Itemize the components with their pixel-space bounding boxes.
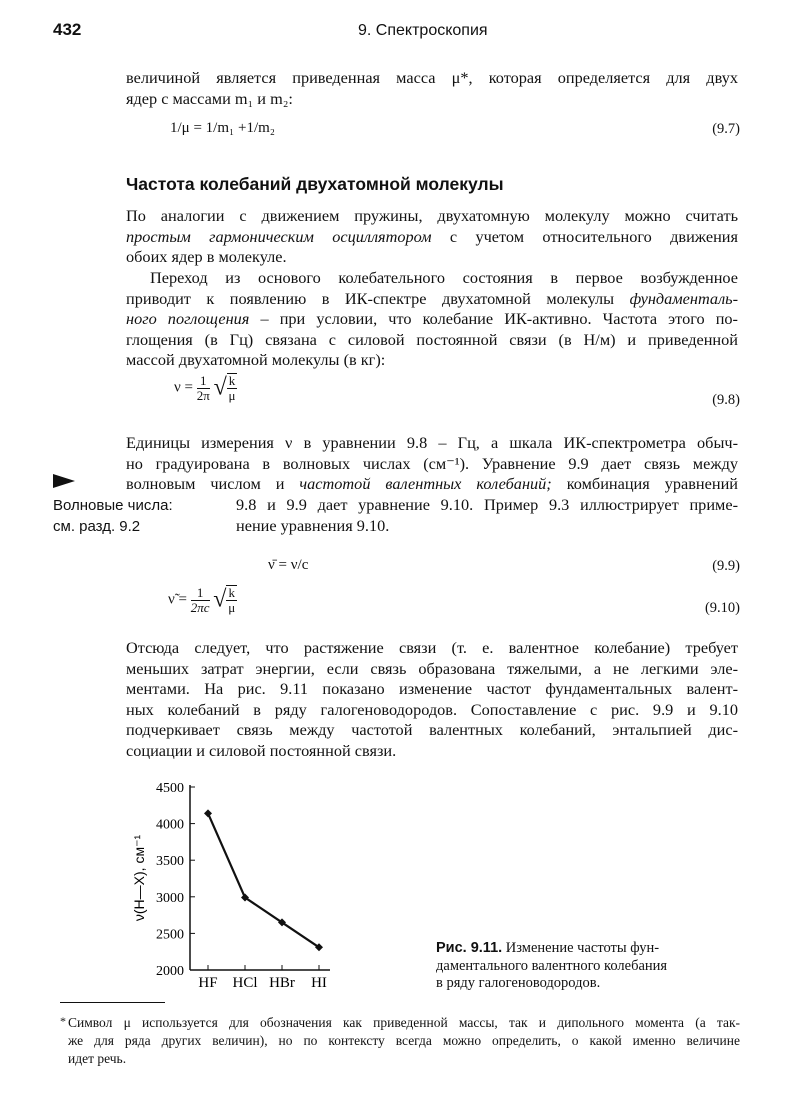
caption-label: Рис. 9.11. — [436, 940, 503, 956]
emphasis: фундаменталь- — [629, 288, 738, 308]
denominator: μ — [228, 388, 236, 403]
data-line — [208, 813, 319, 947]
text-line: идет речь. — [68, 1051, 127, 1066]
emphasis: простым гармоническим осциллятором — [126, 226, 432, 246]
y-tick-label: 4500 — [156, 781, 184, 796]
page-number: 432 — [53, 20, 82, 39]
footnote-divider — [60, 1002, 165, 1003]
text-line: Единицы измерения ν в уравнении 9.8 – Гц, а шкала ИК-спектрометра обыч- — [126, 433, 738, 452]
y-axis-label: ν(H—X), см⁻¹ — [131, 834, 147, 922]
emphasis: частотой валентных колебаний; — [299, 474, 552, 494]
emphasis: ного поглощения — [126, 309, 250, 329]
y-tick-label: 3500 — [156, 854, 184, 870]
text-line: ядер с массами m₁ и m₂: — [126, 88, 293, 108]
text-line — [126, 227, 738, 248]
text-line: массой двухатомной молекулы (в кг): — [126, 350, 386, 370]
text-run: приводит к появлению в ИК-спектре двухатомной молекулы — [126, 288, 630, 308]
equation-number: (9.9) — [712, 558, 740, 574]
y-tick-label: 3000 — [156, 890, 184, 906]
caption-text: даментального валентного колебания — [436, 957, 668, 974]
line-chart — [120, 770, 360, 995]
equation-9-10 — [168, 585, 237, 615]
text-line: меньших затрат энергии, если связь образована тяжелыми, а не легкими эле- — [126, 658, 738, 678]
text-line: глощения (в Гц) связана с силовой постоянной связи (в Н/м) и приведенной — [126, 329, 738, 349]
chart-axes — [156, 781, 330, 991]
data-point-marker — [204, 809, 212, 817]
text-run: комбинация уравнений — [551, 474, 738, 494]
equation-9-9: ν̄ = ν/c — [268, 557, 309, 573]
equation-number: (9.10) — [704, 600, 740, 616]
numerator: k — [228, 373, 236, 388]
figure-caption — [436, 940, 746, 993]
equation-9-8 — [174, 373, 237, 403]
y-tick-label: 2000 — [156, 964, 184, 979]
y-tick-label: 4000 — [156, 817, 184, 833]
arrow-right-icon — [53, 474, 75, 488]
sqrt: √ $\frac{k}{\mu}$ — [213, 373, 236, 403]
numerator: 1 — [191, 586, 210, 601]
paragraph-3 — [126, 433, 738, 495]
y-tick-label: 2500 — [156, 927, 184, 943]
margin-note-line: Волновые числа: — [53, 497, 173, 514]
section-heading: Частота колебаний двухатомной молекулы — [126, 174, 504, 194]
margin-note — [53, 495, 173, 537]
text-line: Символ μ используется для обозначения как приведенной массы, так и дипольного момента (а так- — [68, 1015, 740, 1030]
text-line: ментами. На рис. 9.11 показано изменение частот фундаментальных валент- — [126, 679, 738, 699]
sqrt: √ $\frac{k}{\mu}$ — [213, 585, 236, 615]
running-header: 9. Спектроскопия — [358, 22, 488, 39]
paragraph-1 — [126, 206, 738, 268]
caption-text: в ряду галогеноводородов. — [436, 975, 601, 991]
x-tick-label: HCl — [232, 975, 258, 991]
numerator: 1 — [197, 374, 210, 389]
denominator: μ — [228, 600, 236, 615]
text-line — [126, 474, 738, 495]
paragraph-4 — [126, 638, 738, 762]
x-tick-label: HBr — [269, 975, 295, 991]
text-line — [126, 268, 738, 289]
text-line — [126, 309, 738, 330]
text-line: По аналогии с движением пружины, двухатомную молекулу можно считать — [126, 206, 738, 225]
text-line: же для ряда других величин), но по контексту всегда можно определить, о какой именно величине — [68, 1033, 740, 1048]
denominator: 2πc — [190, 599, 210, 615]
fraction — [191, 586, 210, 615]
text-line: нение уравнения 9.10. — [236, 515, 390, 535]
text-run: – при условии, что колебание ИК-активно. Частота этого по- — [249, 309, 738, 329]
text-line: величиной является приведенная масса μ*, которая определяется для двух — [126, 68, 738, 87]
text-line — [126, 289, 738, 310]
equation-number: (9.7) — [712, 121, 740, 137]
denominator: 2π — [196, 387, 210, 403]
equation-9-7: 1/μ = 1/m₁ +1/m₂ — [170, 120, 276, 136]
text-line: социации и силовой постоянной связи. — [126, 740, 397, 760]
text-line: 9.8 и 9.9 дает уравнение 9.10. Пример 9.3 иллюстрирует приме- — [236, 495, 738, 514]
x-tick-label: HF — [198, 975, 218, 991]
margin-note-link[interactable]: см. разд. 9.2 — [53, 518, 141, 535]
text-run: Переход из основого колебательного состояния в первое возбужденное — [150, 268, 738, 287]
intro-paragraph — [126, 68, 738, 109]
text-line: подчеркивает связь между частотой валентных колебаний, энтальпией дис- — [126, 720, 738, 740]
numerator: k — [228, 585, 235, 600]
chart-series — [204, 809, 323, 951]
text-line: но градуирована в волновых числах (см⁻¹). Уравнение 9.9 дает связь между — [126, 453, 738, 473]
text-line: ных колебаний в ряду галогеноводородов. Сопоставление с рис. 9.9 и 9.10 — [126, 699, 738, 719]
footnote — [60, 1014, 740, 1068]
paragraph-2 — [126, 268, 738, 371]
fraction — [197, 374, 210, 403]
paragraph-3-cont — [236, 495, 738, 536]
eq-lhs: ν = — [174, 379, 193, 396]
text-line: обоих ядер в молекуле. — [126, 247, 287, 267]
text-run: волновым числом и — [126, 474, 300, 494]
text-line: Отсюда следует, что растяжение связи (т. е. валентное колебание) требует — [126, 638, 738, 657]
eq-lhs: ν̃ = — [168, 591, 187, 608]
caption-text: Изменение частоты фун- — [505, 940, 660, 956]
text-run: с учетом относительного движения — [431, 226, 738, 246]
equation-number: (9.8) — [712, 392, 740, 408]
x-tick-label: HI — [311, 975, 327, 991]
footnote-marker: * — [60, 1014, 66, 1028]
